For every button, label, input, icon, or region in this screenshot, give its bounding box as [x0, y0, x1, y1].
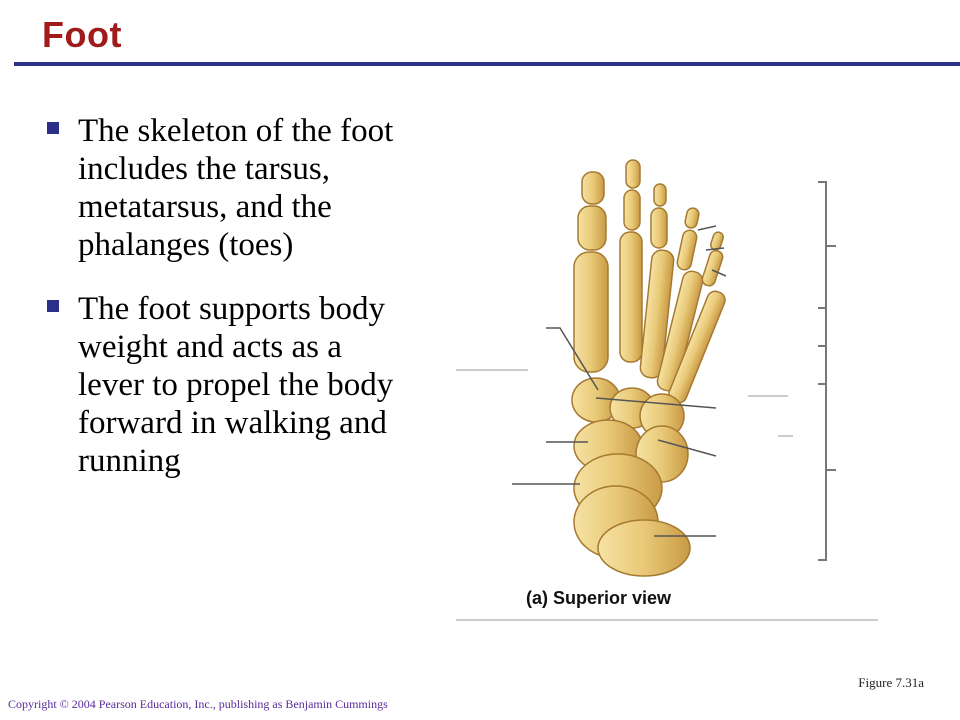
bullet-text: The foot supports body weight and acts as a lever to propel the body forward in walking and running [78, 291, 394, 479]
figure-reference: Figure 7.31a [858, 675, 924, 690]
bullet-list [42, 112, 402, 506]
title-divider [14, 62, 960, 66]
slide-title: Foot [42, 14, 122, 55]
foot-skeleton-illustration [448, 150, 888, 630]
figure-caption: (a) Superior view [526, 588, 672, 608]
square-bullet-icon [47, 122, 59, 134]
bullet-item [42, 290, 402, 480]
foot-skeleton-figure [448, 150, 888, 630]
square-bullet-icon [47, 300, 59, 312]
copyright-notice: Copyright © 2004 Pearson Education, Inc., publishing as Benjamin Cummings [8, 697, 388, 711]
bullet-item [42, 112, 402, 264]
bullet-text: The skeleton of the foot includes the tarsus, metatarsus, and the phalanges (toes) [78, 113, 394, 263]
